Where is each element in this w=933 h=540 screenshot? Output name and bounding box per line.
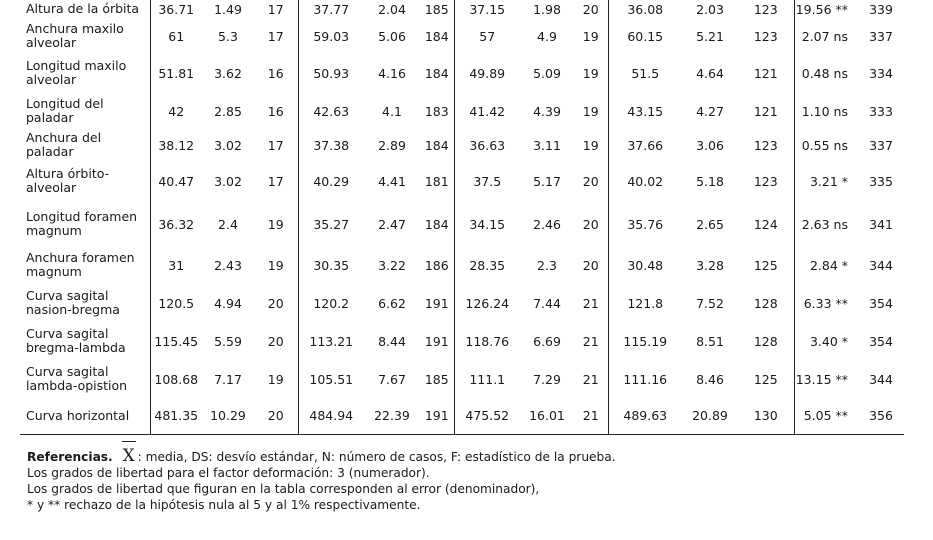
table-cell: 19 bbox=[582, 65, 599, 81]
table-cell: 354 bbox=[869, 333, 893, 349]
table-cell: 123 bbox=[753, 137, 778, 153]
notes-line-3: Los grados de libertad que figuran en la tabla corresponden al error (denominador), bbox=[27, 482, 540, 496]
table-cell: 111.16 bbox=[608, 360, 682, 398]
table-cell: 475.52 bbox=[454, 398, 520, 434]
table-cell: 4.27 bbox=[696, 103, 724, 119]
table-cell: 186 bbox=[424, 257, 449, 273]
table-cell: 41.42 bbox=[454, 92, 520, 130]
table-cell: 121 bbox=[753, 65, 778, 81]
table-cell: 191 bbox=[424, 333, 449, 349]
table-cell: 20 bbox=[582, 257, 599, 273]
table-cell: 8.44 bbox=[378, 333, 406, 349]
table-row bbox=[20, 284, 904, 322]
table-cell: 2.43 bbox=[214, 257, 242, 273]
table-cell: 20 bbox=[254, 398, 298, 434]
row-label: Longitud foramen magnum bbox=[26, 209, 138, 238]
table-cell: 181 bbox=[424, 173, 449, 189]
table-cell: 17 bbox=[267, 173, 284, 189]
data-table bbox=[20, 0, 904, 435]
table-cell: 36.08 bbox=[608, 0, 682, 18]
table-cell: 5.21 bbox=[696, 28, 724, 44]
table-cell: 19.56 ** bbox=[794, 0, 858, 18]
table-cell: 3.02 bbox=[214, 173, 242, 189]
table-cell: 3.28 bbox=[696, 257, 724, 273]
table-cell: 17 bbox=[267, 28, 284, 44]
table-cell: 108.68 bbox=[150, 360, 202, 398]
table-cell: 337 bbox=[869, 137, 893, 153]
table-cell: 4.94 bbox=[214, 295, 242, 311]
table-cell: 120.5 bbox=[150, 284, 202, 322]
table-cell: 5.59 bbox=[214, 333, 242, 349]
table-cell: 8.46 bbox=[696, 371, 724, 387]
table-cell: 125 bbox=[753, 371, 778, 387]
table-cell: 184 bbox=[424, 137, 449, 153]
table-cell: 19 bbox=[267, 257, 284, 273]
table-cell: 6.69 bbox=[533, 333, 561, 349]
row-label: Longitud maxilo alveolar bbox=[26, 58, 127, 87]
table-cell: 20 bbox=[267, 295, 284, 311]
table-cell: 2.03 bbox=[696, 1, 724, 17]
table-cell: 5.3 bbox=[218, 28, 238, 44]
table-cell: 334 bbox=[869, 65, 893, 81]
table-row bbox=[20, 246, 904, 284]
table-cell: 37.15 bbox=[454, 0, 520, 18]
table-cell: 37.5 bbox=[454, 160, 520, 202]
table-cell: 19 bbox=[267, 371, 284, 387]
table-cell: 2.47 bbox=[378, 216, 406, 232]
table-cell: 121.8 bbox=[608, 284, 682, 322]
table-cell: 7.17 bbox=[214, 371, 242, 387]
table-cell: 50.93 bbox=[298, 54, 364, 92]
notes-line-1 bbox=[27, 448, 907, 465]
table-cell: 59.03 bbox=[298, 18, 364, 54]
table-cell: 42 bbox=[150, 92, 202, 130]
table-cell: 37.77 bbox=[298, 0, 364, 18]
table-cell: 21 bbox=[574, 398, 608, 434]
table-cell: 191 bbox=[420, 398, 454, 434]
table-cell: 13.15 ** bbox=[794, 360, 858, 398]
row-label: Curva sagital lambda-opistion bbox=[26, 364, 128, 393]
table-cell: 5.17 bbox=[533, 173, 561, 189]
row-label: Anchura del paladar bbox=[26, 130, 102, 159]
table-cell: 124 bbox=[753, 216, 778, 232]
table-cell: 17 bbox=[267, 1, 284, 17]
table-cell: 344 bbox=[869, 371, 893, 387]
references-title: Referencias. bbox=[27, 450, 113, 464]
table-cell: 113.21 bbox=[298, 322, 364, 360]
table-cell: 16 bbox=[267, 65, 284, 81]
table-cell: 5.05 ** bbox=[794, 398, 858, 434]
table-cell: 19 bbox=[582, 28, 599, 44]
table-cell: 2.4 bbox=[218, 216, 238, 232]
table-cell: 40.29 bbox=[298, 160, 364, 202]
table-cell: 184 bbox=[424, 28, 449, 44]
table-cell: 333 bbox=[869, 103, 893, 119]
table-cell: 37.66 bbox=[608, 130, 682, 160]
table-cell: 37.38 bbox=[298, 130, 364, 160]
table-cell: 20 bbox=[582, 216, 599, 232]
table-cell: 49.89 bbox=[454, 54, 520, 92]
table-cell: 36.71 bbox=[150, 0, 202, 18]
table-row bbox=[20, 360, 904, 398]
table-cell: 5.06 bbox=[378, 28, 406, 44]
table-cell: 5.18 bbox=[696, 173, 724, 189]
table-cell: 60.15 bbox=[608, 18, 682, 54]
table-cell: 184 bbox=[424, 216, 449, 232]
table-cell: 19 bbox=[267, 216, 284, 232]
table-cell: 111.1 bbox=[454, 360, 520, 398]
row-label: Curva sagital nasion-bregma bbox=[26, 288, 120, 317]
table-cell: 7.44 bbox=[533, 295, 561, 311]
table-cell: 184 bbox=[424, 65, 449, 81]
table-cell: 20 bbox=[267, 333, 284, 349]
table-cell: 35.27 bbox=[298, 202, 364, 246]
table-notes bbox=[27, 448, 907, 513]
table-cell: 1.49 bbox=[214, 1, 242, 17]
table-row bbox=[20, 202, 904, 246]
table-cell: 115.45 bbox=[150, 322, 202, 360]
row-label: Curva sagital bregma-lambda bbox=[26, 326, 126, 355]
table-cell: 2.46 bbox=[533, 216, 561, 232]
table-cell: 42.63 bbox=[298, 92, 364, 130]
table-row bbox=[20, 322, 904, 360]
table-cell: 4.41 bbox=[378, 173, 406, 189]
table-cell: 0.55 ns bbox=[794, 130, 858, 160]
table-cell: 3.06 bbox=[696, 137, 724, 153]
table-cell: 128 bbox=[753, 295, 778, 311]
table-cell: 4.39 bbox=[533, 103, 561, 119]
row-label: Altura órbito-alveolar bbox=[26, 166, 110, 195]
row-label: Anchura maxilo alveolar bbox=[26, 21, 124, 50]
table-cell: 354 bbox=[869, 295, 893, 311]
table-cell: 356 bbox=[858, 398, 904, 434]
row-label: Longitud del paladar bbox=[26, 96, 104, 125]
table-cell: 35.76 bbox=[608, 202, 682, 246]
table-cell: 484.94 bbox=[298, 398, 364, 434]
table-cell: 7.67 bbox=[378, 371, 406, 387]
table-body bbox=[20, 0, 904, 434]
table-row bbox=[20, 130, 904, 160]
table-cell: 7.29 bbox=[533, 371, 561, 387]
table-cell: 7.52 bbox=[696, 295, 724, 311]
table-cell: 121 bbox=[753, 103, 778, 119]
table-cell: 185 bbox=[424, 371, 449, 387]
table-cell: 6.33 ** bbox=[794, 284, 858, 322]
table-cell: 2.84 * bbox=[794, 246, 858, 284]
table-cell: 123 bbox=[753, 28, 778, 44]
table-cell: 51.5 bbox=[608, 54, 682, 92]
table-cell: 341 bbox=[869, 216, 893, 232]
table-cell: 2.63 ns bbox=[794, 202, 858, 246]
row-label: Curva horizontal bbox=[20, 398, 150, 434]
table-cell: 57 bbox=[454, 18, 520, 54]
table-cell: 5.09 bbox=[533, 65, 561, 81]
table-cell: 118.76 bbox=[454, 322, 520, 360]
table-cell: 38.12 bbox=[150, 130, 202, 160]
table-cell: 21 bbox=[582, 295, 599, 311]
notes-line-4: * y ** rechazo de la hipótesis nula al 5 y al 1% respectivamente. bbox=[27, 498, 421, 512]
table-cell: 36.63 bbox=[454, 130, 520, 160]
table-cell: 19 bbox=[582, 137, 599, 153]
table-cell: 2.07 ns bbox=[794, 18, 858, 54]
table-row bbox=[20, 92, 904, 130]
table-cell: 20 bbox=[582, 1, 599, 17]
table-cell: 22.39 bbox=[364, 398, 420, 434]
table-cell: 185 bbox=[424, 1, 449, 17]
row-label: Altura de la órbita bbox=[26, 1, 140, 16]
table-row bbox=[20, 0, 904, 18]
table-cell: 30.48 bbox=[608, 246, 682, 284]
data-table-container bbox=[20, 0, 904, 435]
table-row bbox=[20, 160, 904, 202]
table-cell: 3.21 * bbox=[794, 160, 858, 202]
table-cell: 6.62 bbox=[378, 295, 406, 311]
table-cell: 339 bbox=[869, 1, 893, 17]
table-cell: 183 bbox=[424, 103, 449, 119]
table-row bbox=[20, 18, 904, 54]
table-row bbox=[20, 54, 904, 92]
table-cell: 2.89 bbox=[378, 137, 406, 153]
table-cell: 344 bbox=[869, 257, 893, 273]
table-cell: 3.22 bbox=[378, 257, 406, 273]
table-cell: 31 bbox=[150, 246, 202, 284]
table-cell: 40.47 bbox=[150, 160, 202, 202]
table-cell: 21 bbox=[582, 333, 599, 349]
table-cell: 105.51 bbox=[298, 360, 364, 398]
table-cell: 21 bbox=[582, 371, 599, 387]
table-cell: 40.02 bbox=[608, 160, 682, 202]
table-row bbox=[20, 398, 904, 434]
table-cell: 1.98 bbox=[533, 1, 561, 17]
table-cell: 2.85 bbox=[214, 103, 242, 119]
table-cell: 123 bbox=[753, 1, 778, 17]
table-cell: 20 bbox=[582, 173, 599, 189]
table-cell: 1.10 ns bbox=[794, 92, 858, 130]
notes-line-2: Los grados de libertad para el factor deformación: 3 (numerador). bbox=[27, 466, 430, 480]
table-cell: 115.19 bbox=[608, 322, 682, 360]
table-cell: 481.35 bbox=[150, 398, 202, 434]
table-cell: 16 bbox=[267, 103, 284, 119]
table-cell: 4.64 bbox=[696, 65, 724, 81]
table-cell: 43.15 bbox=[608, 92, 682, 130]
table-cell: 125 bbox=[753, 257, 778, 273]
table-cell: 2.04 bbox=[378, 1, 406, 17]
table-cell: 20.89 bbox=[682, 398, 738, 434]
table-cell: 120.2 bbox=[298, 284, 364, 322]
table-cell: 19 bbox=[582, 103, 599, 119]
table-cell: 4.16 bbox=[378, 65, 406, 81]
notes-line-1-text: : media, DS: desvío estándar, N: número de casos, F: estadístico de la prueba. bbox=[137, 450, 616, 464]
row-label: Anchura foramen magnum bbox=[26, 250, 135, 279]
table-cell: 0.48 ns bbox=[794, 54, 858, 92]
table-cell: 34.15 bbox=[454, 202, 520, 246]
table-cell: 16.01 bbox=[520, 398, 574, 434]
table-cell: 191 bbox=[424, 295, 449, 311]
table-cell: 61 bbox=[150, 18, 202, 54]
table-cell: 2.3 bbox=[537, 257, 557, 273]
table-cell: 126.24 bbox=[454, 284, 520, 322]
table-cell: 123 bbox=[753, 173, 778, 189]
table-cell: 8.51 bbox=[696, 333, 724, 349]
table-cell: 335 bbox=[869, 173, 893, 189]
table-cell: 30.35 bbox=[298, 246, 364, 284]
mean-symbol: X bbox=[122, 446, 135, 466]
table-cell: 3.11 bbox=[533, 137, 561, 153]
table-cell: 17 bbox=[267, 137, 284, 153]
table-cell: 4.9 bbox=[537, 28, 557, 44]
table-cell: 128 bbox=[753, 333, 778, 349]
table-cell: 4.1 bbox=[382, 103, 402, 119]
table-cell: 10.29 bbox=[202, 398, 254, 434]
table-cell: 3.40 * bbox=[794, 322, 858, 360]
table-cell: 2.65 bbox=[696, 216, 724, 232]
table-cell: 28.35 bbox=[454, 246, 520, 284]
table-cell: 51.81 bbox=[150, 54, 202, 92]
table-cell: 337 bbox=[869, 28, 893, 44]
table-cell: 36.32 bbox=[150, 202, 202, 246]
table-cell: 489.63 bbox=[608, 398, 682, 434]
table-cell: 130 bbox=[738, 398, 794, 434]
table-cell: 3.62 bbox=[214, 65, 242, 81]
table-cell: 3.02 bbox=[214, 137, 242, 153]
